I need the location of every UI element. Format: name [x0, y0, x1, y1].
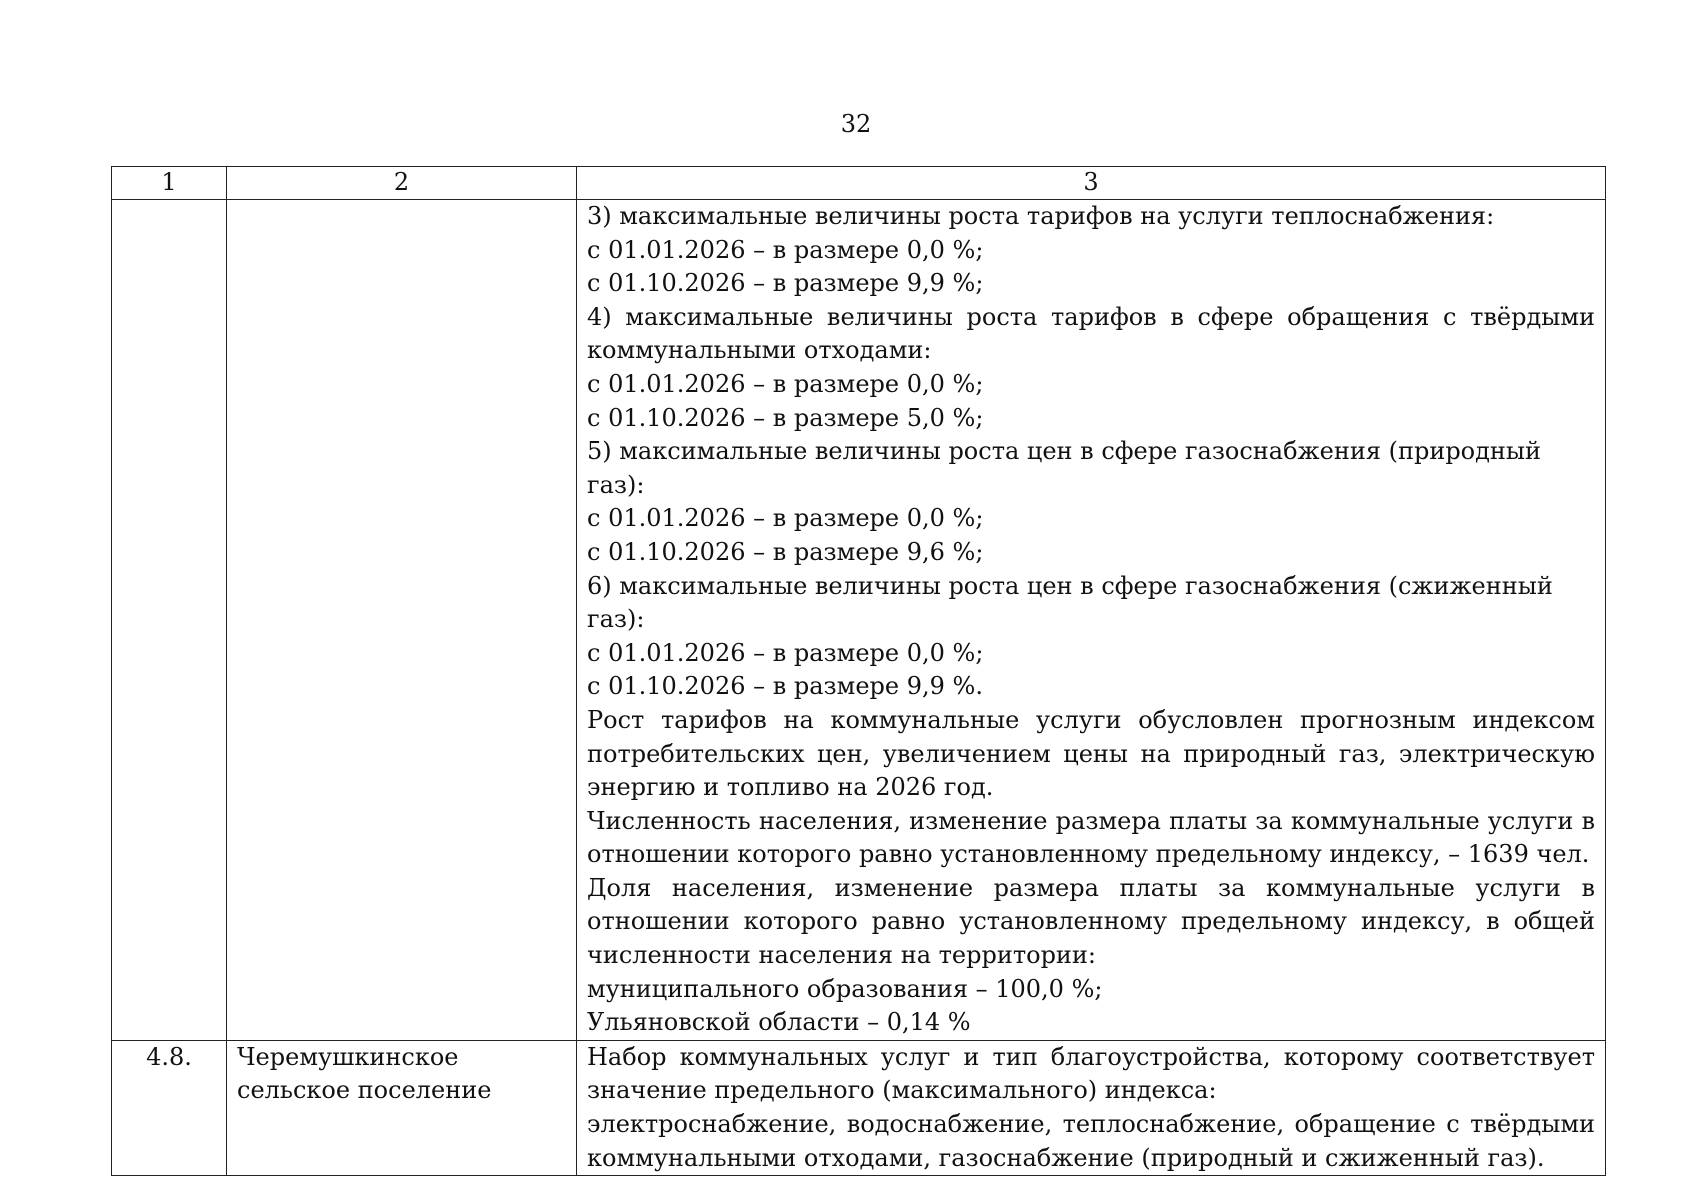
content-line: с 01.10.2026 – в размере 5,0 %;: [587, 403, 984, 432]
row-name-cell: Черемушкинское сельское поселение: [227, 1040, 577, 1175]
content-paragraph: электроснабжение, водоснабжение, теплоснабжение, обращение с твёрдыми коммунальными отходами, газоснабжение (природный и сжиженный газ).: [587, 1110, 1595, 1172]
content-line: муниципального образования – 100,0 %;: [587, 974, 1103, 1003]
row-content-cell: [577, 200, 1606, 1041]
row-number-cell: [112, 200, 227, 1041]
content-line: 4) максимальные величины роста тарифов в сфере обращения с твёрдыми коммунальными отходами:: [587, 302, 1595, 365]
content-paragraph: Численность населения, изменение размера платы за коммунальные услуги в отношении которого равно установленному предельному индексу, – 1639 чел.: [587, 806, 1595, 869]
content-line: 6) максимальные величины роста цен в сфере газоснабжения (сжиженный газ):: [587, 571, 1553, 634]
content-line: с 01.10.2026 – в размере 9,9 %.: [587, 672, 983, 701]
column-header-1: 1: [112, 167, 227, 200]
row-content-cell: [577, 1040, 1606, 1175]
page-number: 32: [840, 110, 872, 138]
table-row: [112, 200, 1606, 1041]
content-paragraph: Рост тарифов на коммунальные услуги обусловлен прогнозным индексом потребительских цен, увеличением цены на природный газ, электрическую энергию и топливо на 2026 год.: [587, 705, 1595, 802]
content-line: 3) максимальные величины роста тарифов на услуги теплоснабжения:: [587, 202, 1495, 230]
column-header-2: 2: [227, 167, 577, 200]
table-row: [112, 1040, 1606, 1175]
content-paragraph: Набор коммунальных услуг и тип благоустройства, которому соответствует значение предельного (максимального) индекса:: [587, 1042, 1595, 1105]
content-line: с 01.01.2026 – в размере 0,0 %;: [587, 638, 984, 667]
content-line: с 01.01.2026 – в размере 0,0 %;: [587, 369, 984, 398]
content-line: с 01.10.2026 – в размере 9,9 %;: [587, 269, 984, 298]
content-line: 5) максимальные величины роста цен в сфере газоснабжения (природный газ):: [587, 437, 1541, 499]
tariff-table: [111, 166, 1606, 1176]
table-header-row: [112, 167, 1606, 200]
content-line: с 01.10.2026 – в размере 9,6 %;: [587, 537, 984, 566]
content-line: с 01.01.2026 – в размере 0,0 %;: [587, 235, 984, 264]
row-name-cell: [227, 200, 577, 1041]
row-number-cell: 4.8.: [112, 1040, 227, 1175]
content-line: с 01.01.2026 – в размере 0,0 %;: [587, 504, 984, 533]
column-header-3: 3: [577, 167, 1606, 200]
content-line: Ульяновской области – 0,14 %: [587, 1008, 971, 1037]
content-paragraph: Доля населения, изменение размера платы за коммунальные услуги в отношении которого равно установленному предельному индексу, в общей численности населения на территории:: [587, 873, 1595, 970]
